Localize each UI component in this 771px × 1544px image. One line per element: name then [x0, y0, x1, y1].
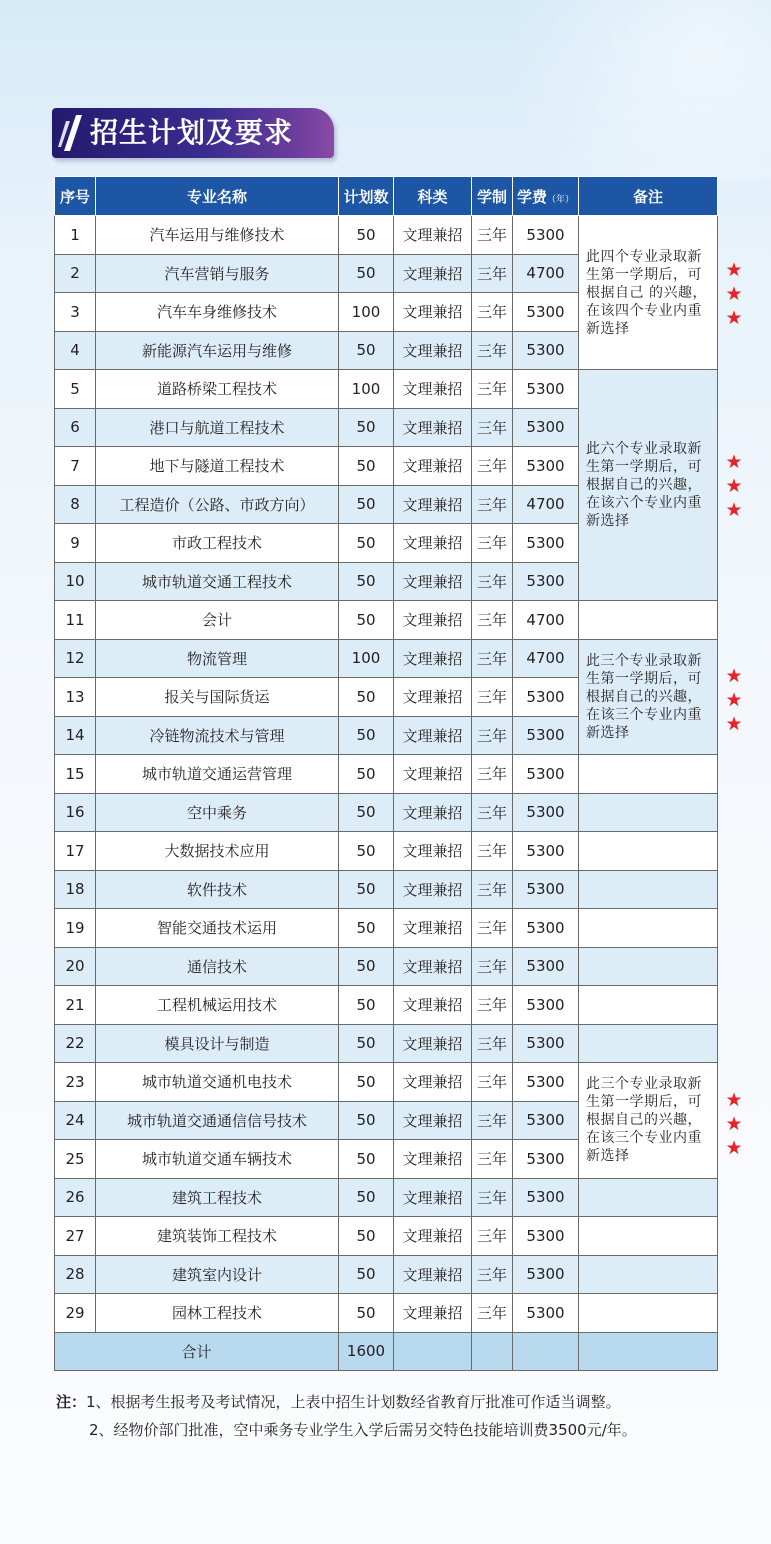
cell-index: 22	[55, 1024, 96, 1063]
cell-duration: 三年	[472, 331, 513, 370]
cell-quota: 50	[339, 755, 394, 794]
cell-major: 物流管理	[96, 639, 339, 678]
cell-category: 文理兼招	[394, 216, 472, 255]
cell-index: 20	[55, 947, 96, 986]
cell-duration: 三年	[472, 1178, 513, 1217]
cell-index: 10	[55, 562, 96, 601]
cell-quota: 50	[339, 678, 394, 717]
star-icon: ★	[725, 451, 743, 473]
cell-category: 文理兼招	[394, 447, 472, 486]
cell-quota: 50	[339, 1178, 394, 1217]
cell-major: 道路桥梁工程技术	[96, 370, 339, 409]
table-row	[55, 601, 718, 640]
cell-duration: 三年	[472, 1255, 513, 1294]
notes	[56, 1388, 637, 1444]
cell-fee: 4700	[513, 639, 579, 678]
cell-quota: 50	[339, 408, 394, 447]
star-icon: ★	[725, 259, 743, 281]
cell-index: 14	[55, 716, 96, 755]
cell-category: 文理兼招	[394, 870, 472, 909]
cell-fee: 5300	[513, 1063, 579, 1102]
cell-fee: 5300	[513, 1140, 579, 1179]
cell-major: 模具设计与制造	[96, 1024, 339, 1063]
cell-duration: 三年	[472, 678, 513, 717]
header-remark: 备注	[579, 177, 718, 216]
cell-fee: 5300	[513, 909, 579, 948]
cell-index: 19	[55, 909, 96, 948]
cell-remark	[579, 1024, 718, 1063]
cell-major: 地下与隧道工程技术	[96, 447, 339, 486]
cell-quota: 50	[339, 870, 394, 909]
cell-fee: 5300	[513, 716, 579, 755]
table-row	[55, 216, 718, 255]
header-major: 专业名称	[96, 177, 339, 216]
cell-duration: 三年	[472, 216, 513, 255]
cell-duration: 三年	[472, 986, 513, 1025]
star-icon: ★	[725, 689, 743, 711]
cell-fee: 5300	[513, 447, 579, 486]
cell-fee: 5300	[513, 755, 579, 794]
cell-index: 27	[55, 1217, 96, 1256]
remark-group-4: 此三个专业录取新生第一学期后，可根据自己的兴趣，在该三个专业内重新选择	[579, 1063, 718, 1179]
cell-duration: 三年	[472, 1217, 513, 1256]
star-icon: ★	[725, 713, 743, 735]
cell-category: 文理兼招	[394, 408, 472, 447]
cell-category: 文理兼招	[394, 370, 472, 409]
cell-major: 园林工程技术	[96, 1294, 339, 1333]
table-row	[55, 793, 718, 832]
total-empty-cell	[472, 1332, 513, 1371]
header-category: 科类	[394, 177, 472, 216]
table-row	[55, 755, 718, 794]
cell-duration: 三年	[472, 254, 513, 293]
cell-category: 文理兼招	[394, 1217, 472, 1256]
cell-category: 文理兼招	[394, 1063, 472, 1102]
cell-major: 冷链物流技术与管理	[96, 716, 339, 755]
table-row	[55, 1255, 718, 1294]
cell-remark	[579, 947, 718, 986]
total-label: 合计	[55, 1332, 339, 1371]
cell-fee: 5300	[513, 986, 579, 1025]
cell-category: 文理兼招	[394, 678, 472, 717]
note-text-1: 1、根据考生报考及考试情况，上表中招生计划数经省教育厅批准可作适当调整。	[86, 1393, 621, 1411]
enrollment-plan-table	[54, 176, 718, 1371]
cell-fee: 5300	[513, 331, 579, 370]
cell-duration: 三年	[472, 293, 513, 332]
cell-fee: 5300	[513, 1255, 579, 1294]
header-duration: 学制	[472, 177, 513, 216]
cell-duration: 三年	[472, 870, 513, 909]
cell-index: 15	[55, 755, 96, 794]
cell-fee: 5300	[513, 562, 579, 601]
cell-major: 报关与国际货运	[96, 678, 339, 717]
table-row	[55, 639, 718, 678]
cell-index: 2	[55, 254, 96, 293]
cell-duration: 三年	[472, 447, 513, 486]
cell-quota: 50	[339, 947, 394, 986]
cell-duration: 三年	[472, 601, 513, 640]
cell-quota: 50	[339, 254, 394, 293]
cell-category: 文理兼招	[394, 1255, 472, 1294]
cell-quota: 50	[339, 1024, 394, 1063]
star-group-4	[723, 1088, 745, 1160]
cell-duration: 三年	[472, 485, 513, 524]
star-icon: ★	[725, 499, 743, 521]
cell-major: 汽车车身维修技术	[96, 293, 339, 332]
cell-index: 18	[55, 870, 96, 909]
cell-fee: 5300	[513, 1101, 579, 1140]
cell-fee: 5300	[513, 870, 579, 909]
cell-major: 城市轨道交通工程技术	[96, 562, 339, 601]
cell-index: 21	[55, 986, 96, 1025]
cell-duration: 三年	[472, 755, 513, 794]
cell-index: 13	[55, 678, 96, 717]
cell-remark	[579, 755, 718, 794]
cell-category: 文理兼招	[394, 331, 472, 370]
cell-remark	[579, 1294, 718, 1333]
cell-duration: 三年	[472, 562, 513, 601]
cell-quota: 50	[339, 1294, 394, 1333]
cell-index: 26	[55, 1178, 96, 1217]
cell-remark	[579, 870, 718, 909]
cell-major: 通信技术	[96, 947, 339, 986]
cell-remark	[579, 601, 718, 640]
table-row	[55, 370, 718, 409]
cell-quota: 50	[339, 562, 394, 601]
remark-group-3: 此三个专业录取新生第一学期后，可根据自己的兴趣，在该三个专业内重新选择	[579, 639, 718, 755]
cell-duration: 三年	[472, 524, 513, 563]
cell-duration: 三年	[472, 408, 513, 447]
cell-fee: 5300	[513, 524, 579, 563]
star-icon: ★	[725, 475, 743, 497]
cell-duration: 三年	[472, 1024, 513, 1063]
cell-index: 16	[55, 793, 96, 832]
cell-index: 7	[55, 447, 96, 486]
table-row	[55, 1024, 718, 1063]
cell-fee: 5300	[513, 832, 579, 871]
cell-remark	[579, 793, 718, 832]
cell-duration: 三年	[472, 639, 513, 678]
cell-index: 8	[55, 485, 96, 524]
cell-major: 工程机械运用技术	[96, 986, 339, 1025]
cell-index: 4	[55, 331, 96, 370]
cell-duration: 三年	[472, 1063, 513, 1102]
cell-index: 23	[55, 1063, 96, 1102]
cell-remark	[579, 1178, 718, 1217]
cell-category: 文理兼招	[394, 639, 472, 678]
star-group-1	[723, 258, 745, 330]
cell-remark	[579, 1255, 718, 1294]
total-empty-cell	[513, 1332, 579, 1371]
cell-duration: 三年	[472, 1140, 513, 1179]
cell-fee: 5300	[513, 678, 579, 717]
slash-mark-icon	[58, 113, 86, 153]
cell-index: 3	[55, 293, 96, 332]
star-group-3	[723, 664, 745, 736]
cell-quota: 50	[339, 1063, 394, 1102]
cell-category: 文理兼招	[394, 986, 472, 1025]
header-fee-label: 学费	[516, 187, 547, 206]
star-icon: ★	[725, 1137, 743, 1159]
cell-category: 文理兼招	[394, 947, 472, 986]
total-empty-cell	[579, 1332, 718, 1371]
cell-fee: 4700	[513, 254, 579, 293]
remark-group-1: 此四个专业录取新生第一学期后，可根据自己 的兴趣，在该四个专业内重新选择	[579, 216, 718, 370]
table-row	[55, 1217, 718, 1256]
cell-quota: 50	[339, 832, 394, 871]
cell-major: 汽车运用与维修技术	[96, 216, 339, 255]
cell-quota: 50	[339, 485, 394, 524]
cell-duration: 三年	[472, 1294, 513, 1333]
cell-duration: 三年	[472, 832, 513, 871]
cell-major: 软件技术	[96, 870, 339, 909]
cell-major: 城市轨道交通机电技术	[96, 1063, 339, 1102]
cell-index: 17	[55, 832, 96, 871]
cell-category: 文理兼招	[394, 1294, 472, 1333]
total-quota: 1600	[339, 1332, 394, 1371]
star-icon: ★	[725, 1089, 743, 1111]
note-line-2: 2、经物价部门批准，空中乘务专业学生入学后需另交特色技能培训费3500元/年。	[89, 1421, 637, 1439]
star-icon: ★	[725, 307, 743, 329]
cell-index: 28	[55, 1255, 96, 1294]
cell-quota: 50	[339, 716, 394, 755]
cell-category: 文理兼招	[394, 1101, 472, 1140]
cell-category: 文理兼招	[394, 254, 472, 293]
table-row	[55, 1178, 718, 1217]
cell-category: 文理兼招	[394, 1178, 472, 1217]
cell-fee: 5300	[513, 793, 579, 832]
background-decoration	[451, 0, 771, 180]
cell-major: 建筑装饰工程技术	[96, 1217, 339, 1256]
cell-fee: 5300	[513, 1024, 579, 1063]
cell-quota: 50	[339, 1255, 394, 1294]
cell-duration: 三年	[472, 1101, 513, 1140]
total-row	[55, 1332, 718, 1371]
cell-index: 9	[55, 524, 96, 563]
cell-index: 29	[55, 1294, 96, 1333]
header-index: 序号	[55, 177, 96, 216]
cell-remark	[579, 1217, 718, 1256]
cell-category: 文理兼招	[394, 524, 472, 563]
remark-group-2: 此六个专业录取新生第一学期后，可根据自己的兴趣，在该六个专业内重新选择	[579, 370, 718, 601]
cell-category: 文理兼招	[394, 293, 472, 332]
cell-major: 汽车营销与服务	[96, 254, 339, 293]
cell-quota: 50	[339, 986, 394, 1025]
section-title: 招生计划及要求	[90, 116, 294, 149]
cell-quota: 50	[339, 909, 394, 948]
cell-major: 工程造价（公路、市政方向）	[96, 485, 339, 524]
cell-major: 市政工程技术	[96, 524, 339, 563]
note-line-1	[56, 1388, 637, 1416]
cell-fee: 5300	[513, 947, 579, 986]
cell-remark	[579, 909, 718, 948]
cell-fee: 5300	[513, 408, 579, 447]
cell-fee: 4700	[513, 485, 579, 524]
table-header-row	[55, 177, 718, 216]
cell-quota: 100	[339, 293, 394, 332]
cell-remark	[579, 832, 718, 871]
cell-quota: 50	[339, 447, 394, 486]
cell-index: 12	[55, 639, 96, 678]
table-row	[55, 909, 718, 948]
cell-quota: 50	[339, 216, 394, 255]
cell-category: 文理兼招	[394, 832, 472, 871]
star-icon: ★	[725, 665, 743, 687]
star-icon: ★	[725, 1113, 743, 1135]
cell-index: 5	[55, 370, 96, 409]
cell-index: 25	[55, 1140, 96, 1179]
cell-index: 11	[55, 601, 96, 640]
cell-duration: 三年	[472, 370, 513, 409]
cell-category: 文理兼招	[394, 755, 472, 794]
cell-quota: 50	[339, 601, 394, 640]
cell-category: 文理兼招	[394, 1024, 472, 1063]
cell-major: 大数据技术应用	[96, 832, 339, 871]
cell-duration: 三年	[472, 909, 513, 948]
cell-major: 城市轨道交通车辆技术	[96, 1140, 339, 1179]
cell-major: 建筑室内设计	[96, 1255, 339, 1294]
cell-quota: 50	[339, 793, 394, 832]
total-empty-cell	[394, 1332, 472, 1371]
cell-category: 文理兼招	[394, 485, 472, 524]
cell-remark	[579, 986, 718, 1025]
cell-category: 文理兼招	[394, 716, 472, 755]
note-label: 注：	[56, 1393, 87, 1411]
cell-fee: 5300	[513, 370, 579, 409]
cell-duration: 三年	[472, 716, 513, 755]
table-row	[55, 947, 718, 986]
cell-fee: 5300	[513, 216, 579, 255]
cell-quota: 50	[339, 1101, 394, 1140]
cell-fee: 5300	[513, 1294, 579, 1333]
cell-index: 1	[55, 216, 96, 255]
cell-major: 智能交通技术运用	[96, 909, 339, 948]
cell-category: 文理兼招	[394, 562, 472, 601]
cell-quota: 50	[339, 1217, 394, 1256]
cell-major: 建筑工程技术	[96, 1178, 339, 1217]
cell-category: 文理兼招	[394, 909, 472, 948]
header-fee-unit: （年）	[547, 194, 575, 205]
cell-fee: 4700	[513, 601, 579, 640]
table-row	[55, 1294, 718, 1333]
cell-quota: 50	[339, 331, 394, 370]
table-row	[55, 832, 718, 871]
cell-index: 24	[55, 1101, 96, 1140]
cell-fee: 5300	[513, 1217, 579, 1256]
cell-fee: 5300	[513, 293, 579, 332]
cell-quota: 50	[339, 524, 394, 563]
cell-major: 城市轨道交通通信信号技术	[96, 1101, 339, 1140]
cell-fee: 5300	[513, 1178, 579, 1217]
cell-duration: 三年	[472, 793, 513, 832]
cell-duration: 三年	[472, 947, 513, 986]
cell-major: 港口与航道工程技术	[96, 408, 339, 447]
cell-quota: 50	[339, 1140, 394, 1179]
cell-index: 6	[55, 408, 96, 447]
cell-major: 新能源汽车运用与维修	[96, 331, 339, 370]
cell-category: 文理兼招	[394, 1140, 472, 1179]
cell-category: 文理兼招	[394, 793, 472, 832]
cell-quota: 100	[339, 370, 394, 409]
star-group-2	[723, 450, 745, 522]
table-row	[55, 1063, 718, 1102]
table-row	[55, 986, 718, 1025]
cell-major: 城市轨道交通运营管理	[96, 755, 339, 794]
cell-major: 空中乘务	[96, 793, 339, 832]
cell-quota: 100	[339, 639, 394, 678]
cell-major: 会计	[96, 601, 339, 640]
section-banner	[52, 108, 334, 158]
header-quota: 计划数	[339, 177, 394, 216]
star-icon: ★	[725, 283, 743, 305]
cell-category: 文理兼招	[394, 601, 472, 640]
header-fee	[513, 177, 579, 216]
table-row	[55, 870, 718, 909]
